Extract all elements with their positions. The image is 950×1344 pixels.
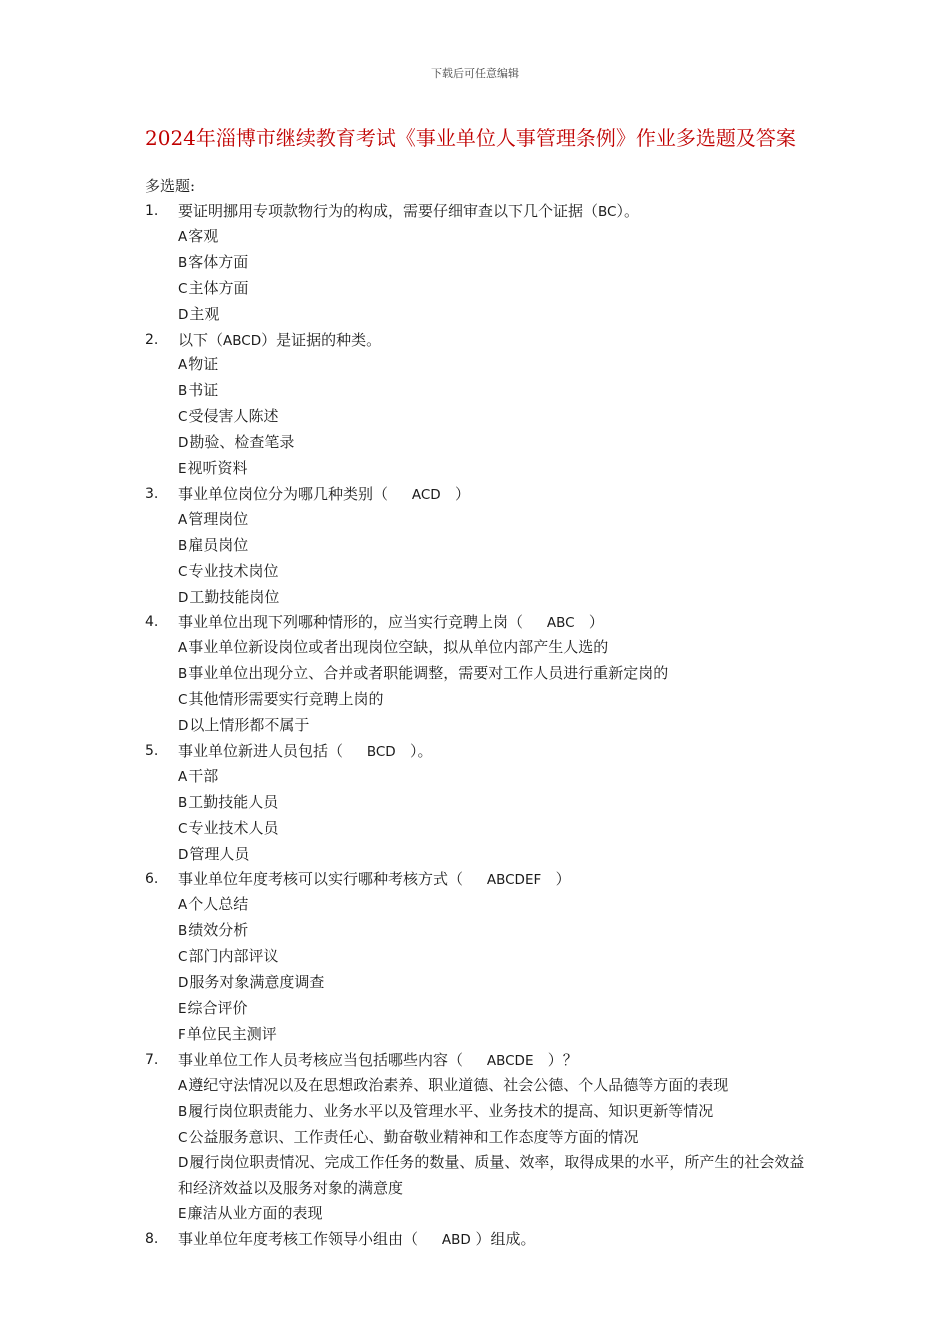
section-label: 多选题:	[145, 177, 196, 195]
question-stem-end: ）。	[410, 741, 433, 760]
answer-key: ABD	[441, 1232, 471, 1249]
option-text: 主体方面	[188, 278, 249, 297]
question-stem-end: ）	[555, 870, 571, 889]
question-text	[178, 610, 815, 635]
answer-key: ABCD	[223, 332, 262, 349]
option-text: 部门内部评议	[188, 947, 279, 966]
option-letter: C	[178, 820, 188, 837]
answer-option	[178, 816, 815, 842]
answer-option	[178, 1125, 815, 1151]
option-text: 事业单位出现分立、合并或者职能调整，需要对工作人员进行重新定岗的	[188, 664, 669, 683]
option-letter: A	[178, 357, 188, 374]
option-text: 其他情形需要实行竞聘上岗的	[188, 690, 384, 709]
question-text	[178, 1227, 815, 1252]
option-text: 勘验、检查笔录	[189, 433, 295, 452]
option-letter: B	[178, 923, 188, 940]
question-stem-end: ）	[455, 484, 471, 503]
question-stem: 事业单位出现下列哪种情形的，应当实行竞聘上岗（	[178, 613, 524, 632]
answer-option	[178, 1201, 815, 1227]
option-letter: B	[178, 666, 188, 683]
answer-key: BCD	[366, 743, 396, 760]
answer-option	[178, 352, 815, 378]
option-text: 单位民主测评	[186, 1024, 277, 1043]
option-letter: C	[178, 409, 188, 426]
answer-key: ABCDE	[486, 1052, 534, 1069]
page-header-note: 下载后可任意编辑	[431, 67, 519, 80]
answer-option	[178, 1022, 815, 1048]
answer-option	[178, 430, 815, 456]
option-text: 事业单位新设岗位或者出现岗位空缺，拟从单位内部产生人选的	[188, 638, 609, 657]
answer-option	[178, 1073, 815, 1099]
question-stem: 以下（	[178, 330, 224, 349]
question-number: 3.	[145, 485, 159, 502]
answer-option	[178, 687, 815, 713]
question-stem-end: ）。	[616, 202, 639, 220]
answer-key: BC	[598, 204, 617, 220]
question-stem: 事业单位新进人员包括（	[178, 741, 344, 760]
answer-option	[178, 1099, 815, 1125]
option-letter: B	[178, 537, 188, 554]
option-text: 客观	[188, 226, 219, 245]
answer-option	[178, 378, 815, 404]
answer-option	[178, 635, 815, 661]
option-letter: D	[178, 846, 189, 863]
answer-key: ABC	[546, 615, 575, 632]
option-letter: A	[178, 640, 188, 657]
answer-option	[178, 790, 815, 816]
option-text: 主观	[189, 304, 220, 323]
answer-option	[178, 507, 815, 533]
option-letter: F	[178, 1026, 186, 1043]
question-item	[145, 1048, 815, 1227]
answer-option	[178, 918, 815, 944]
option-letter: A	[178, 511, 188, 528]
question-item	[145, 328, 815, 482]
option-text: 物证	[188, 355, 219, 374]
question-item	[145, 867, 815, 1047]
answer-key: ABCDEF	[486, 872, 542, 889]
question-item	[145, 199, 815, 328]
answer-key: ACD	[411, 486, 441, 503]
answer-option	[178, 996, 815, 1022]
question-number: 1.	[145, 203, 159, 219]
option-text: 服务对象满意度调查	[189, 973, 325, 992]
question-number: 8.	[145, 1231, 159, 1248]
option-text: 雇员岗位	[188, 535, 249, 554]
question-stem: 事业单位年度考核可以实行哪种考核方式（	[178, 870, 464, 889]
answer-option	[178, 970, 815, 996]
option-text: 书证	[188, 381, 219, 400]
answer-option	[178, 842, 815, 868]
option-text: 受侵害人陈述	[188, 407, 279, 426]
answer-option	[178, 892, 815, 918]
question-stem-end: ）？	[547, 1050, 578, 1069]
question-stem: 要证明挪用专项款物行为的构成，需要仔细审查以下几个证据（	[178, 202, 599, 220]
option-text: 以上情形都不属于	[189, 716, 310, 735]
question-number: 6.	[145, 871, 159, 888]
question-list	[145, 199, 815, 1252]
answer-option	[178, 276, 815, 302]
option-letter: E	[178, 1206, 187, 1223]
option-text: 履行岗位职责情况、完成工作任务的数量、质量、效率，取得成果的水平，所产生的社会效益和经济效益以及服务对象的满意度	[178, 1153, 805, 1198]
answer-option	[178, 764, 815, 790]
option-letter: D	[178, 435, 189, 452]
question-text	[178, 482, 815, 507]
option-text: 履行岗位职责能力、业务水平以及管理水平、业务技术的提高、知识更新等情况	[188, 1101, 714, 1120]
question-stem-end: ）组成。	[475, 1230, 536, 1249]
answer-option	[178, 250, 815, 276]
option-text: 绩效分析	[188, 921, 249, 940]
document-title: 2024年淄博市继续教育考试《事业单位人事管理条例》作业多选题及答案	[145, 126, 796, 150]
option-letter: C	[178, 692, 188, 709]
option-letter: A	[178, 768, 188, 785]
question-item	[145, 610, 815, 739]
option-text: 综合评价	[187, 999, 248, 1017]
answer-option	[178, 533, 815, 559]
option-letter: A	[178, 228, 188, 245]
answer-option	[178, 224, 815, 250]
question-stem-end: ）	[588, 613, 604, 632]
option-letter: B	[178, 1103, 188, 1120]
option-text: 客体方面	[188, 252, 249, 271]
option-letter: D	[178, 975, 189, 992]
option-text: 工勤技能岗位	[189, 587, 280, 606]
option-letter: B	[178, 254, 188, 271]
question-text	[178, 328, 815, 353]
question-number: 4.	[145, 614, 159, 631]
option-letter: A	[178, 1077, 188, 1094]
question-text	[178, 867, 815, 892]
answer-option	[178, 559, 815, 585]
option-text: 视听资料	[187, 459, 248, 478]
option-text: 专业技术岗位	[188, 561, 279, 580]
option-text: 工勤技能人员	[188, 792, 279, 811]
option-text: 干部	[188, 766, 219, 785]
question-number: 7.	[145, 1051, 159, 1068]
question-item	[145, 1227, 815, 1252]
option-letter: C	[178, 563, 188, 580]
option-letter: C	[178, 1129, 188, 1146]
answer-option	[178, 1150, 818, 1201]
answer-option	[178, 713, 815, 739]
question-stem-end: ）是证据的种类。	[261, 330, 382, 349]
option-letter: D	[178, 718, 189, 735]
answer-option	[178, 661, 815, 687]
question-item	[145, 739, 815, 868]
answer-option	[178, 404, 815, 430]
option-letter: C	[178, 949, 188, 966]
question-text	[178, 1048, 815, 1073]
answer-option	[178, 585, 815, 611]
option-letter: D	[178, 306, 189, 323]
option-text: 管理岗位	[188, 509, 249, 528]
option-text: 公益服务意识、工作责任心、勤奋敬业精神和工作态度等方面的情况	[188, 1127, 639, 1146]
question-stem: 事业单位岗位分为哪几种类别（	[178, 484, 389, 503]
question-number: 2.	[145, 331, 159, 348]
option-letter: B	[178, 383, 188, 400]
question-stem: 事业单位年度考核工作领导小组由（	[178, 1230, 419, 1249]
answer-option	[178, 456, 815, 482]
option-letter: E	[178, 1001, 187, 1017]
option-text: 个人总结	[188, 895, 249, 914]
option-text: 管理人员	[189, 844, 250, 863]
option-letter: B	[178, 794, 188, 811]
question-number: 5.	[145, 742, 159, 759]
question-item	[145, 482, 815, 611]
question-stem: 事业单位工作人员考核应当包括哪些内容（	[178, 1050, 464, 1069]
option-text: 专业技术人员	[188, 818, 279, 837]
option-text: 遵纪守法情况以及在思想政治素养、职业道德、社会公德、个人品德等方面的表现	[188, 1075, 729, 1094]
option-text: 廉洁从业方面的表现	[187, 1204, 323, 1223]
answer-option	[178, 302, 815, 328]
option-letter: C	[178, 280, 188, 297]
question-text	[178, 739, 815, 764]
option-letter: D	[178, 589, 189, 606]
question-text	[178, 199, 815, 224]
option-letter: A	[178, 897, 188, 914]
option-letter: E	[178, 461, 187, 478]
answer-option	[178, 944, 815, 970]
option-letter: D	[178, 1155, 189, 1172]
